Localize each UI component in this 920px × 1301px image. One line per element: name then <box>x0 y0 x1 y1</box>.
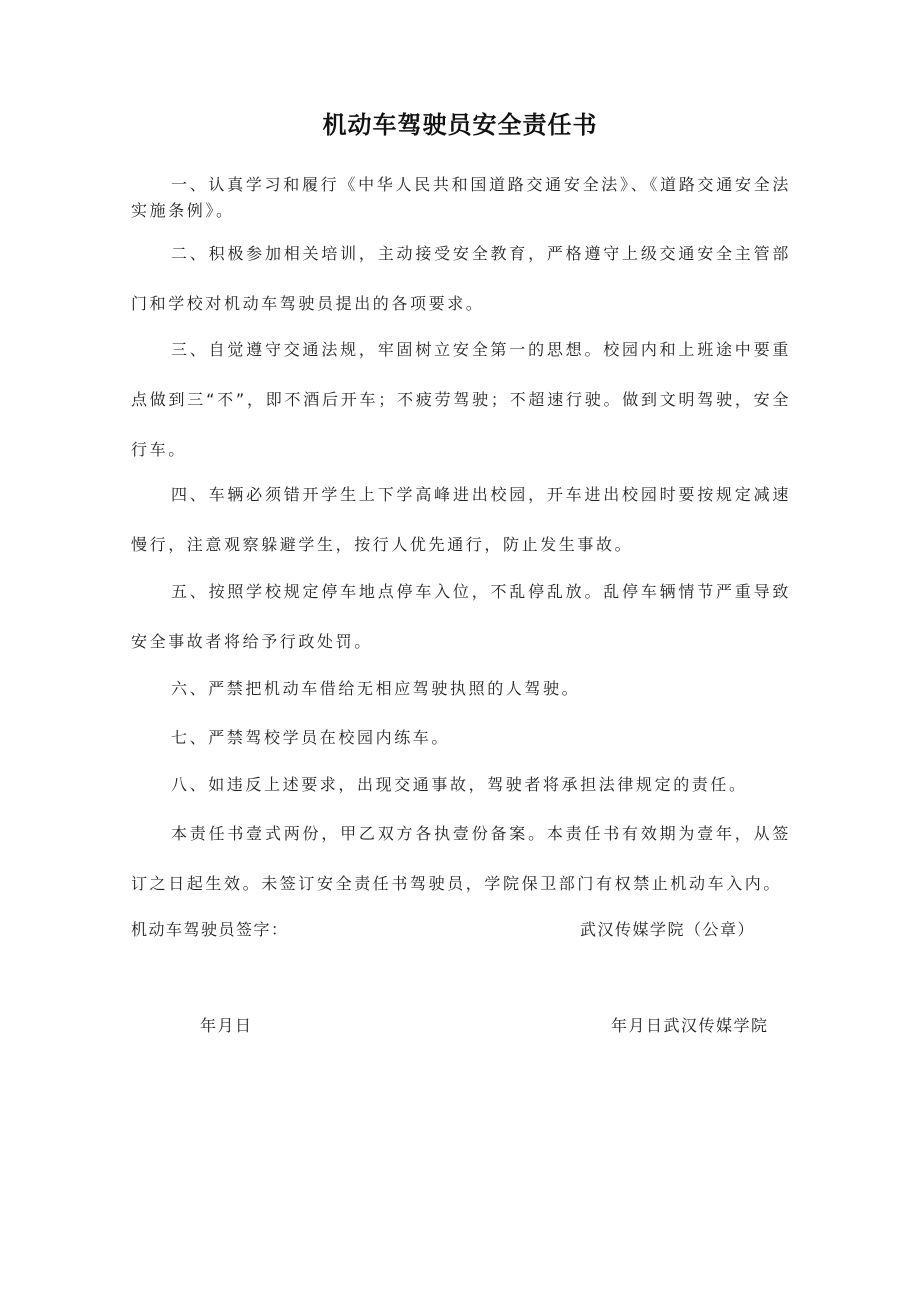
school-date: 年月日武汉传媒学院 <box>611 1016 769 1035</box>
school-seal-label: 武汉传媒学院（公章） <box>580 920 756 939</box>
document-title: 机动车驾驶员安全责任书 <box>322 111 598 139</box>
clause-1: 一、认真学习和履行《中华人民共和国道路交通安全法》、《道路交通安全法实施条例》。 <box>131 175 791 220</box>
driver-signature-label: 机动车驾驶员签字： <box>131 920 289 939</box>
clause-4: 四、车辆必须错开学生上下学高峰进出校园，开车进出校园时要按规定减速慢行，注意观察躲避学生，按行人优先通行，防止发生事故。 <box>131 485 791 554</box>
clause-7: 七、严禁驾校学员在校园内练车。 <box>171 728 451 747</box>
clause-8: 八、如违反上述要求，出现交通事故，驾驶者将承担法律规定的责任。 <box>171 775 748 794</box>
driver-date: 年月日 <box>200 1016 253 1035</box>
clause-2: 二、积极参加相关培训，主动接受安全教育，严格遵守上级交通安全主管部门和学校对机动车驾驶员提出的各项要求。 <box>131 244 791 313</box>
clause-6: 六、严禁把机动车借给无相应驾驶执照的人驾驶。 <box>171 679 581 698</box>
clause-3: 三、自觉遵守交通法规，牢固树立安全第一的思想。校园内和上班途中要重点做到三“不”，即不酒后开车；不疲劳驾驶；不超速行驶。做到文明驾驶，安全行车。 <box>131 340 791 459</box>
clause-5: 五、按照学校规定停车地点停车入位，不乱停乱放。乱停车辆情节严重导致安全事故者将给予行政处罚。 <box>131 582 791 651</box>
validity-clause: 本责任书壹式两份，甲乙双方各执壹份备案。本责任书有效期为壹年，从签订之日起生效。未签订安全责任书驾驶员，学院保卫部门有权禁止机动车入内。 <box>131 824 791 893</box>
